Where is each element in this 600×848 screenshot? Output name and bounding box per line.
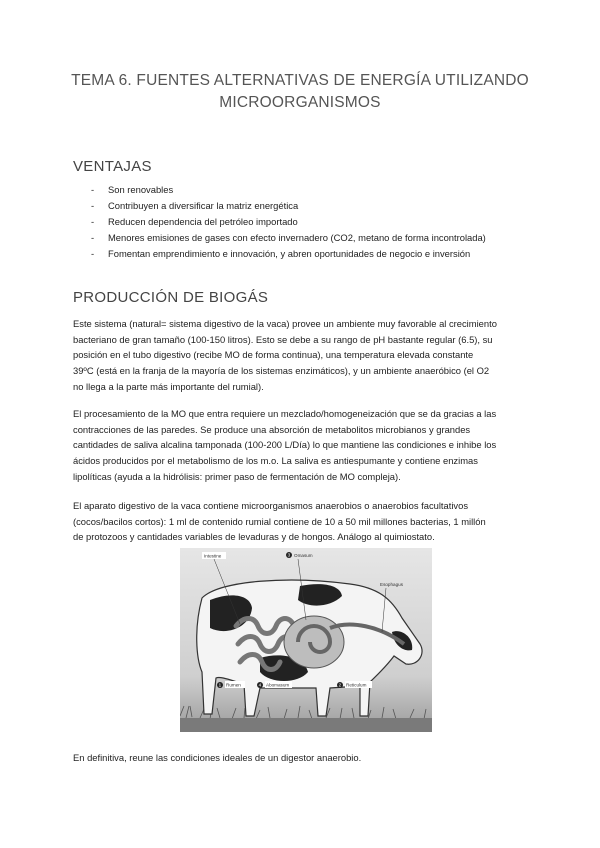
text-line: Este sistema (natural= sistema digestivo de la vaca) provee un ambiente muy favorable al crecimiento: [73, 318, 497, 329]
number-abomasum: 4: [258, 682, 262, 688]
label-intestine: Intestine: [204, 553, 222, 559]
list-item: - Fomentan emprendimiento e innovación, y abren oportunidades de negocio e inversión: [91, 246, 486, 262]
text-line: no llega a la parte más importante del rumial).: [73, 380, 264, 392]
rumen-drawing: [284, 616, 344, 668]
ventajas-list: [91, 182, 486, 262]
text-line: bacteriano de gran tamaño (100-150 litros). Esto se debe a su rango de pH bastante regular (6.5), su: [73, 333, 493, 345]
ventajas-heading: VENTAJAS: [73, 158, 152, 175]
text-line: posición en el tubo digestivo (recibe MO de forma continua), una temperatura elevada constante: [73, 349, 474, 361]
list-item: - Son renovables: [91, 182, 486, 198]
paragraph-3: [73, 498, 533, 545]
text-line: lipolíticas (ayuda a la hidrólisis: primer paso de fermentación de MO compleja).: [73, 470, 401, 482]
text-line: 39ºC (está en la franja de la mayoría de los sistemas enzimáticos), y un ambiente anaeróbico (el O2: [73, 365, 490, 377]
conclusion-text: En definitiva, reune las condiciones ideales de un digestor anaerobio.: [73, 752, 362, 763]
cow-digestive-system-figure: [180, 548, 432, 732]
page-title: [60, 70, 540, 114]
paragraph-2: [73, 406, 533, 485]
title-line-2: MICROORGANISMOS: [219, 94, 381, 111]
label-esophagus: Esophagus: [380, 582, 403, 587]
text-line: El procesamiento de la MO que entra requiere un mezclado/homogeneización que se da gracias a las: [73, 408, 497, 419]
text-line: contracciones de las paredes. Se produce una absorción de metabolitos microbianos y grandes: [73, 423, 471, 435]
biogas-heading: PRODUCCIÓN DE BIOGÁS: [73, 289, 269, 306]
number-reticulum: 2: [338, 682, 342, 688]
label-reticulum: Reticulum: [346, 682, 367, 688]
list-item: - Contribuyen a diversificar la matriz energética: [91, 198, 486, 214]
list-item: - Menores emisiones de gases con efecto invernadero (CO2, metano de forma incontrolada): [91, 230, 486, 246]
list-item: - Reducen dependencia del petróleo importado: [91, 214, 486, 230]
text-line: (cocos/bacilos cortos): 1 ml de contenido rumial contiene de 10 a 50 mil millones bacterias, 1 millón: [73, 515, 486, 527]
text-line: cantidades de saliva alcalina tamponada (100-200 L/Día) lo que mantiene las condiciones e inhibe los: [73, 439, 497, 451]
text-line: El aparato digestivo de la vaca contiene microorganismos anaerobios o anaerobios facultativos: [73, 500, 469, 511]
ground: [180, 718, 432, 732]
text-line: ácidos producidos por el metabolismo de los m.o. La saliva es antiespumante y contiene enzimas: [73, 455, 478, 467]
text-line: de protozoos y cantidades variables de levaduras y de hongos. Análogo al quimiostato.: [73, 531, 435, 543]
label-omasum: Omasum: [294, 553, 313, 558]
label-abomasum: Abomasum: [266, 682, 290, 688]
number-rumen: 1: [218, 682, 222, 688]
cow-illustration: [180, 548, 432, 732]
number-omasum: 3: [287, 552, 291, 558]
paragraph-1: [73, 316, 533, 395]
title-line-1: TEMA 6. FUENTES ALTERNATIVAS DE ENERGÍA UTILIZANDO: [71, 72, 529, 89]
label-rumen: Rumen: [226, 682, 241, 688]
